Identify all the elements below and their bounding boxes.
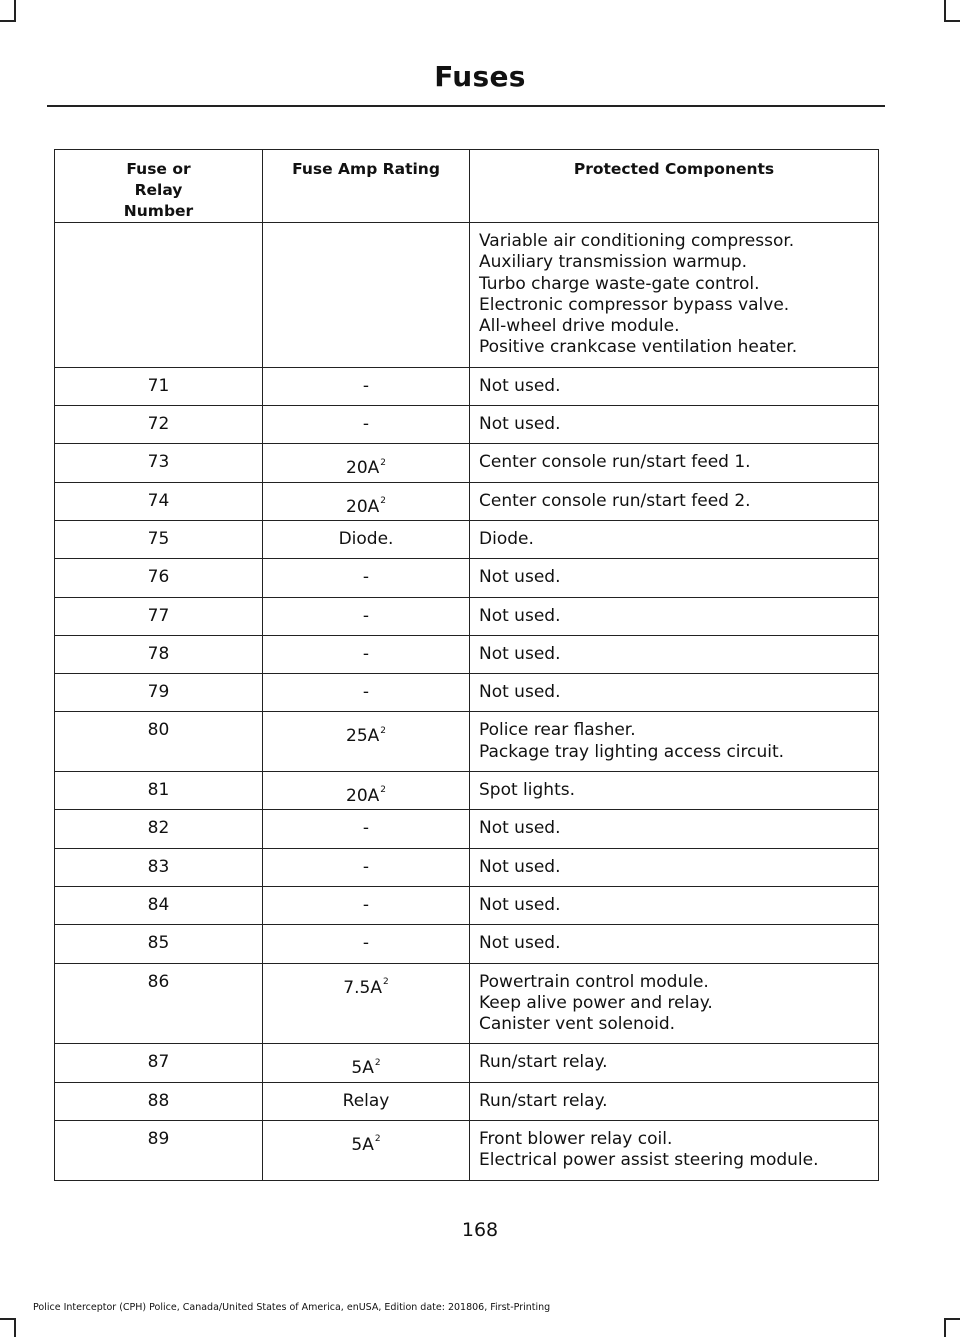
footnote-marker: 2 [374,1057,381,1068]
fuse-rating-cell [263,597,470,635]
protected-components-cell [470,674,879,712]
protected-components-cell [470,559,879,597]
table-row [55,559,879,597]
table-row [55,1044,879,1082]
fuse-rating-value: 20A [346,458,380,479]
crop-mark-top-right-v [944,0,946,22]
component-line: Not used. [479,643,561,664]
fuse-rating-cell [263,367,470,405]
fuse-number-cell: 76 [55,559,263,597]
column-header-rating: Fuse Amp Rating [263,150,470,223]
table-row [55,1121,879,1181]
crop-mark-top-left-v [14,0,16,22]
crop-mark-top-right-h [944,20,960,22]
fuse-rating-cell [263,963,470,1044]
fuse-number-cell [55,223,263,368]
table-row [55,712,879,772]
protected-components-cell [470,848,879,886]
component-line: Positive crankcase ventilation heater. [479,337,798,358]
fuse-rating-cell [263,520,470,558]
component-line: Not used. [479,567,561,588]
fuse-number-cell: 88 [55,1082,263,1120]
table-row [55,848,879,886]
fuse-rating-value: - [362,818,370,839]
fuse-rating-cell [263,559,470,597]
fuse-rating-value: 20A [346,496,380,517]
table-row [55,1082,879,1120]
table-row [55,635,879,673]
fuse-rating-value: - [362,567,370,588]
crop-mark-bottom-left-v [14,1318,16,1337]
crop-mark-bottom-right-v [944,1318,946,1337]
fuse-rating-value: Diode. [338,528,394,549]
fuse-number-cell: 74 [55,482,263,520]
fuse-rating-value: 20A [346,786,380,807]
table-row [55,886,879,924]
fuse-rating-value: - [362,643,370,664]
fuse-number-cell: 84 [55,886,263,924]
fuse-number-cell: 79 [55,674,263,712]
protected-components-cell [470,963,879,1044]
component-line: Keep alive power and relay. [479,992,713,1013]
footnote-marker: 2 [380,457,386,468]
table-row [55,367,879,405]
protected-components-cell [470,886,879,924]
fuse-table [54,149,879,1181]
protected-components-cell [470,1044,879,1082]
component-line: Not used. [479,414,561,435]
fuse-rating-value: 25A [346,726,380,747]
fuse-rating-value: - [362,605,370,626]
fuse-rating-cell [263,635,470,673]
table-row [55,925,879,963]
fuse-number-cell: 89 [55,1121,263,1181]
fuse-table-body [55,223,879,1181]
component-line: Center console run/start feed 1. [479,452,751,473]
component-line: Powertrain control module. [479,971,709,992]
protected-components-cell [470,597,879,635]
fuse-number-cell: 83 [55,848,263,886]
fuse-number-cell: 82 [55,810,263,848]
fuse-rating-cell [263,406,470,444]
table-row [55,482,879,520]
protected-components-cell [470,444,879,482]
component-line: Spot lights. [479,780,575,801]
protected-components-cell [470,482,879,520]
footnote-marker: 2 [380,725,386,736]
fuse-rating-cell [263,848,470,886]
fuse-rating-value: 5A [351,1135,374,1156]
table-row [55,597,879,635]
fuse-rating-cell [263,810,470,848]
fuse-rating-cell [263,223,470,368]
fuse-rating-cell [263,1044,470,1082]
page-number: 168 [461,1219,499,1241]
component-line: Diode. [479,528,534,549]
component-line: Front blower relay coil. [479,1129,673,1150]
fuse-number-cell: 75 [55,520,263,558]
component-line: Not used. [479,894,561,915]
fuse-rating-cell [263,444,470,482]
component-line: Not used. [479,818,561,839]
fuse-number-cell: 72 [55,406,263,444]
table-row [55,810,879,848]
fuse-rating-cell [263,925,470,963]
component-line: Variable air conditioning compressor. [479,231,795,251]
fuse-rating-value: - [362,856,370,877]
component-line: Center console run/start feed 2. [479,490,751,511]
crop-mark-bottom-left-h [0,1318,16,1320]
component-line: Not used. [479,856,561,877]
fuse-number-cell: 71 [55,367,263,405]
table-row [55,520,879,558]
table-row [55,406,879,444]
protected-components-cell [470,223,879,368]
fuse-rating-cell [263,674,470,712]
protected-components-cell [470,367,879,405]
fuse-rating-value: 5A [351,1058,374,1079]
component-line: Auxiliary transmission warmup. [479,252,748,273]
fuse-rating-value: - [362,682,370,703]
protected-components-cell [470,635,879,673]
footnote-marker: 2 [380,785,386,796]
fuse-rating-cell [263,886,470,924]
component-line: Not used. [479,682,561,703]
table-row [55,963,879,1044]
protected-components-cell [470,712,879,772]
footnote-marker: 2 [382,976,389,987]
fuse-rating-cell [263,772,470,810]
table-row [55,772,879,810]
footer-text: Police Interceptor (CPH) Police, Canada/United States of America, enUSA, Edition date: 201806, First-Printing [33,1302,551,1313]
component-line: Not used. [479,933,561,954]
crop-mark-bottom-right-h [944,1318,960,1320]
fuse-rating-value: Relay [342,1090,390,1111]
protected-components-cell [470,1082,879,1120]
component-line: Turbo charge waste-gate control. [479,273,760,294]
component-line: Canister vent solenoid. [479,1014,676,1035]
footnote-marker: 2 [374,1134,381,1145]
protected-components-cell [470,520,879,558]
table-row [55,674,879,712]
fuse-rating-value: - [362,933,370,954]
fuse-number-cell: 77 [55,597,263,635]
fuse-number-cell: 85 [55,925,263,963]
fuse-number-cell: 80 [55,712,263,772]
fuse-number-cell: 87 [55,1044,263,1082]
component-line: Run/start relay. [479,1090,608,1111]
fuse-rating-value: 7.5A [343,977,382,998]
protected-components-cell [470,406,879,444]
component-line: Not used. [479,605,561,626]
fuse-number-cell: 73 [55,444,263,482]
fuse-rating-cell [263,482,470,520]
protected-components-cell [470,1121,879,1181]
fuse-rating-cell [263,712,470,772]
component-line: Package tray lighting access circuit. [479,741,785,762]
column-header-number: Fuse or Relay Number [55,150,263,223]
fuse-number-cell: 86 [55,963,263,1044]
fuse-number-cell: 81 [55,772,263,810]
table-header-row [55,150,879,223]
component-line: Not used. [479,375,561,396]
fuse-rating-value: - [362,414,370,435]
footnote-marker: 2 [380,496,386,507]
component-line: Run/start relay. [479,1052,608,1073]
fuse-number-cell: 78 [55,635,263,673]
protected-components-cell [470,925,879,963]
component-line: Electronic compressor bypass valve. [479,294,790,315]
header-divider [47,105,885,107]
protected-components-cell [470,772,879,810]
column-header-components: Protected Components [470,150,879,223]
protected-components-cell [470,810,879,848]
component-line: Electrical power assist steering module. [479,1150,819,1171]
page-title: Fuses [434,60,526,93]
table-row [55,444,879,482]
table-row [55,223,879,368]
fuse-rating-cell [263,1121,470,1181]
fuse-rating-value: - [362,375,370,396]
component-line: Police rear flasher. [479,720,636,741]
component-line: All-wheel drive module. [479,316,680,337]
fuse-rating-cell [263,1082,470,1120]
fuse-rating-value: - [362,894,370,915]
crop-mark-top-left-h [0,20,16,22]
